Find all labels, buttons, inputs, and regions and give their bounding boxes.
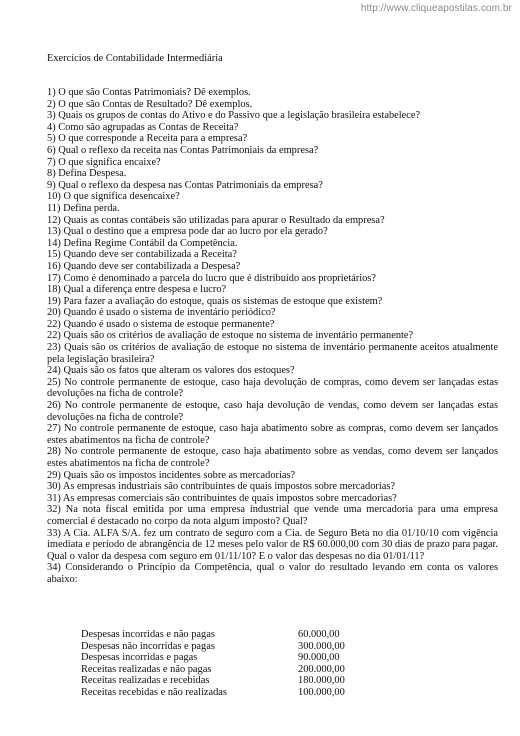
question-item: 5) O que corresponde a Receita para a empresa? [47, 133, 248, 145]
row-value: 300.000,00 [298, 640, 345, 652]
question-item: 9) Qual o reflexo da despesa nas Contas Patrimoniais da empresa? [47, 179, 323, 191]
row-label: Receitas recebidas e não realizadas [81, 686, 227, 698]
question-item: 27) No controle permanente de estoque, caso haja abatimento sobre as compras, como devem ser lançados estes abatimentos na ficha de controle? [47, 423, 498, 446]
question-item: 18) Qual a diferença entre despesa e lucro? [47, 284, 227, 296]
question-item: 1) O que são Contas Patrimoniais? Dê exemplos. [47, 87, 251, 98]
question-item: 16) Quando deve ser contabilizada a Despesa? [47, 260, 241, 272]
question-item: 20) Quando é usado o sistema de inventário periódico? [47, 307, 276, 319]
question-item: 11) Defina perda. [47, 202, 120, 214]
table-row [81, 687, 378, 699]
row-value: 100.000,00 [298, 686, 345, 698]
question-item: 24) Quais são os fatos que alteram os valores dos estoques? [47, 365, 295, 377]
question-item: 23) Quais são os critérios de avaliação de estoque no sistema de inventário permanente aceitos atualmente pela legislação brasileira? [47, 342, 498, 365]
row-label: Receitas realizadas e não pagas [81, 663, 212, 675]
question-item: 15) Quando deve ser contabilizada a Receita? [47, 249, 237, 261]
question-item: 31) As empresas comerciais são contribuintes de quais impostos sobre mercadorias? [47, 492, 397, 504]
table-row [81, 664, 378, 676]
table-row [81, 629, 378, 641]
row-label: Despesas não incorridas e pagas [81, 640, 215, 652]
question-item: 2) O que são Contas de Resultado? Dê exemplos. [47, 98, 253, 110]
question-item: 30) As empresas industriais são contribuintes de quais impostos sobre mercadorias? [47, 481, 396, 493]
question-item: 4) Como são agrupadas as Contas de Receita? [47, 121, 239, 133]
values-table [81, 629, 378, 699]
question-item: 7) O que significa encaixe? [47, 156, 161, 168]
row-label: Despesas incorridas e pagas [81, 652, 198, 664]
table-row [81, 675, 378, 687]
question-item: 19) Para fazer a avaliação do estoque, quais os sistemas de estoque que existem? [47, 295, 383, 307]
question-item: 26) No controle permanente de estoque, caso haja devolução de vendas, como devem ser lançadas estas devoluções na ficha de controle? [47, 400, 498, 423]
table-row [81, 641, 378, 653]
question-item: 29) Quais são os impostos incidentes sobre as mercadorias? [47, 469, 296, 481]
row-value: 180.000,00 [298, 675, 345, 687]
question-item: 32) Na nota fiscal emitida por uma empresa industrial que vende uma mercadoria para uma empresa comercial é destacado no corpo da nota algum imposto? Qual? [47, 504, 498, 527]
row-value: 60.000,00 [298, 629, 340, 640]
question-item: 10) O que significa desencaixe? [47, 191, 180, 203]
question-item: 17) Como é denominado a parcela do lucro que é distribuído aos proprietários? [47, 272, 376, 284]
row-label: Despesas incorridas e não pagas [81, 629, 215, 640]
question-item: 22) Quando é usado o sistema de estoque permanente? [47, 318, 275, 330]
question-item: 34) Considerando o Princípio da Competência, qual o valor do resultado levando em conta os valores abaixo: [47, 562, 498, 585]
row-value: 90.000,00 [298, 652, 340, 664]
question-list [47, 87, 498, 586]
question-item: 12) Quais as contas contábeis são utilizadas para apurar o Resultado da empresa? [47, 214, 385, 226]
question-item: 22) Quais são os critérios de avaliação de estoque no sistema de inventário permanente? [47, 330, 414, 342]
question-item: 3) Quais os grupos de contas do Ativo e do Passivo que a legislação brasileira estabelece? [47, 110, 421, 122]
table-row [81, 652, 378, 664]
document-title: Exercícios de Contabilidade Intermediária [47, 53, 223, 64]
row-label: Receitas realizadas e recebidas [81, 675, 210, 687]
row-value: 200.000,00 [298, 663, 345, 675]
question-item: 6) Qual o reflexo da receita nas Contas Patrimoniais da empresa? [47, 144, 319, 156]
question-item: 33) A Cia. ALFA S/A. fez um contrato de seguro com a Cia. de Seguro Beta no dia 01/10/10 com vigência imediata e período de abrangência de 12 meses pelo valor de R$ 60.000,00 com 30 dias de prazo para pagar. Qual o valor da despesa com seguro em 01/11/10? E o valor das despesas no dia 01/01/11? [47, 527, 498, 562]
question-item: 28) No controle permanente de estoque, caso haja abatimento sobre as vendas, como devem ser lançados estes abatimentos na ficha de controle? [47, 446, 498, 469]
question-item: 13) Qual o destino que a empresa pode dar ao lucro por ela gerado? [47, 226, 328, 238]
question-item: 25) No controle permanente de estoque, caso haja devolução de compras, como devem ser lançadas estas devoluções na ficha de controle? [47, 376, 498, 400]
question-item: 8) Defina Despesa. [47, 168, 127, 180]
question-item: 14) Defina Regime Contábil da Competência. [47, 237, 238, 249]
site-watermark: http://www.cliqueapostilas.com.br [360, 3, 512, 14]
